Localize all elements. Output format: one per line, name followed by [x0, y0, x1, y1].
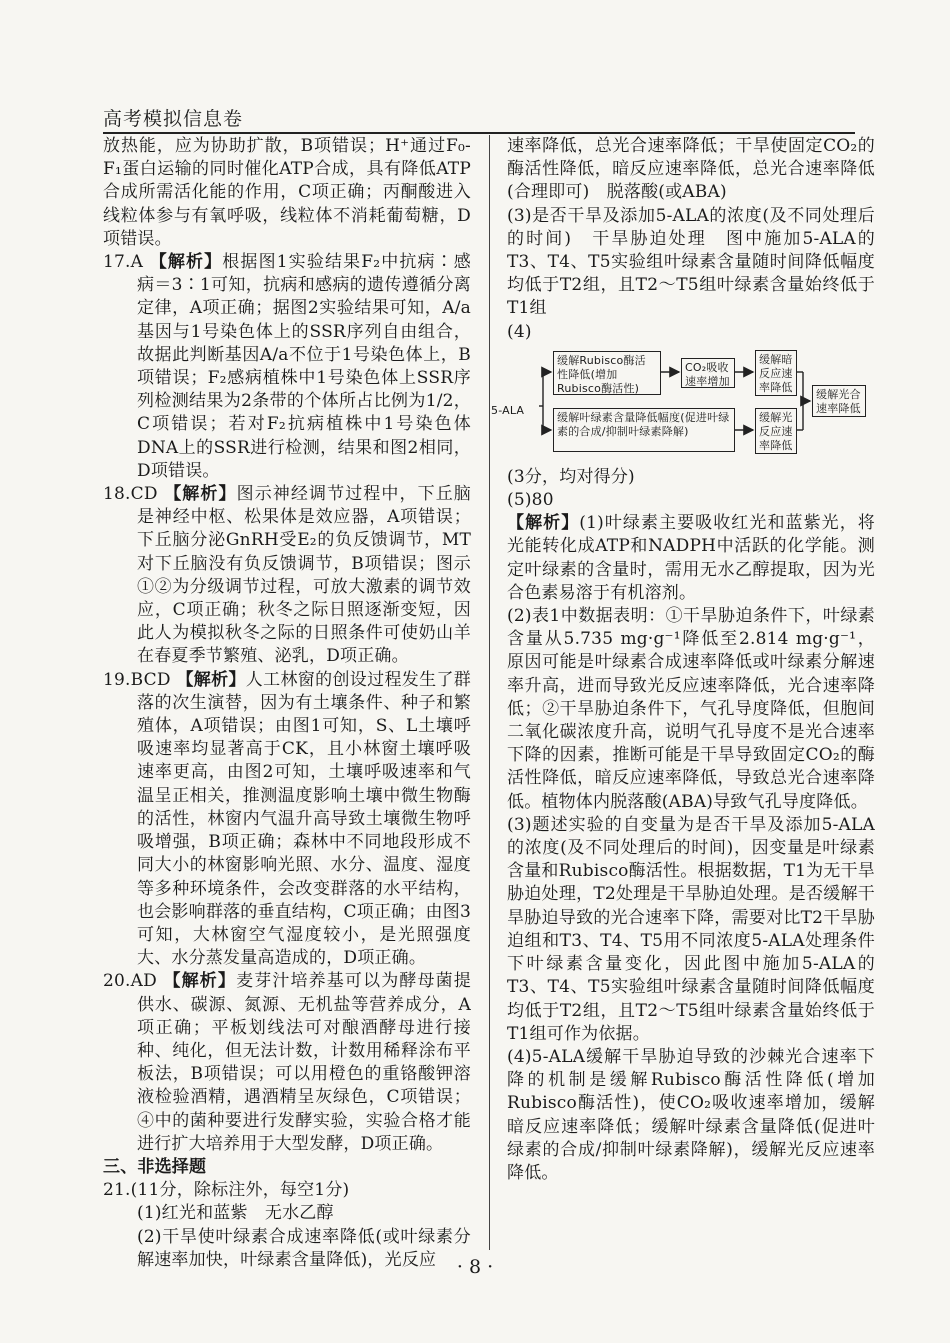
- mechanism-diagram: [491, 346, 875, 464]
- analysis-tag: 【解析】: [163, 971, 237, 992]
- page-header: [103, 98, 855, 134]
- answer-21: [103, 1179, 471, 1202]
- answer-21-part3: (3)是否干旱及添加5-ALA的浓度(及不同处理后的时间) 干旱胁迫处理 图中施加5-ALA的T3、T4、T5实验组叶绿素含量随时间降低幅度均低于T2组，且T2～T5组叶绿素含量始终低于T1组: [507, 205, 875, 319]
- answer-18: [103, 483, 471, 669]
- right-column: [491, 135, 875, 1185]
- left-column: [103, 135, 471, 1272]
- paragraph: 放热能，应为协助扩散，B项错误；H⁺通过F₀-F₁蛋白运输的同时催化ATP合成，具有降低ATP合成所需活化能的作用，C项正确；丙酮酸进入线粒体参与有氧呼吸，线粒体不消耗葡萄糖，D项错误。: [103, 136, 471, 249]
- answer-19: [103, 669, 471, 971]
- analysis-text: (1)叶绿素主要吸收红光和蓝紫光，将光能转化成ATP和NADPH中活跃的化学能。测定叶绿素的含量时，需用无水乙醇提取，因为光合色素易溶于有机溶剂。: [507, 513, 875, 603]
- column-divider: [489, 135, 490, 1250]
- diagram-box-chlorophyll: 缓解叶绿素含量降低幅度(促进叶绿素的合成/抑制叶绿素降解): [553, 408, 735, 452]
- analysis-paragraph-4: (4)5-ALA缓解干旱胁迫导致的沙棘光合速率下降的机制是缓解Rubisco酶活性降低(增加Rubisco酶活性)，使CO₂吸收速率增加，缓解暗反应速率降低；缓解叶绿素含量降低(促进叶绿素的合成/抑制叶绿素降解)，缓解光反应速率降低。: [507, 1046, 875, 1183]
- answer-21-part1: (1)红光和蓝紫 无水乙醇: [137, 1203, 334, 1224]
- question-number: 18.CD: [103, 484, 158, 505]
- question-number: 20.AD: [103, 971, 157, 992]
- analysis-paragraph-2: (2)表1中数据表明：①干旱胁迫条件下，叶绿素含量从5.735 mg·g⁻¹降低至2.814 mg·g⁻¹，原因可能是叶绿素合成速率降低或叶绿素分解速率升高，进而导致光反应速率降低，光合速率降低；②干旱胁迫条件下，气孔导度降低，但胞间二氧化碳浓度升高，说明气孔导度不是光合速率下降的因素，推断可能是干旱导致固定CO₂的酶活性降低，暗反应速率降低，导致总光合速率降低。植物体内脱落酸(ABA)导致气孔导度降低。: [507, 606, 875, 812]
- diagram-box-dark-reaction: 缓解暗反应速率降低: [755, 350, 797, 396]
- answer-20: [103, 970, 471, 1156]
- section-heading: 三、非选择题: [103, 1156, 207, 1177]
- diagram-box-rubisco: 缓解Rubisco酶活性降低(增加Rubisco酶活性): [553, 351, 661, 395]
- question-number: 21.: [103, 1180, 131, 1201]
- diagram-box-co2: CO₂吸收速率增加: [681, 358, 735, 388]
- analysis-paragraph-1: [507, 512, 875, 605]
- answer-21-part2: (2)干旱使叶绿素合成速率降低(或叶绿素分解速率加快，叶绿素含量降低)，光反应: [137, 1226, 471, 1270]
- answer-21-part4: (4): [507, 321, 532, 342]
- analysis-tag: 【解析】: [164, 484, 237, 505]
- diagram-box-light-reaction: 缓解光反应速率降低: [755, 408, 797, 454]
- header-title: 高考模拟信息卷: [103, 108, 244, 130]
- answer-text: (11分，除标注外，每空1分): [130, 1180, 350, 1201]
- answer-21-part5: (5)80: [507, 490, 554, 511]
- diagram-source-label: 5-ALA: [491, 403, 525, 417]
- paragraph: 速率降低，总光合速率降低；干旱使固定CO₂的酶活性降低，暗反应速率降低，总光合速率降低(合理即可) 脱落酸(或ABA): [507, 136, 875, 203]
- analysis-tag: 【解析】: [149, 252, 223, 273]
- score-note: (3分，均对得分): [507, 466, 635, 487]
- analysis-tag: 【解析】: [176, 669, 246, 690]
- answer-text: 图示神经调节过程中，下丘脑是神经中枢、松果体是效应器，A项错误；下丘脑分泌GnRH受E₂的负反馈调节，MT对下丘脑没有负反馈调节，B项错误；图示①②为分级调节过程，可放大激素的调节效应，C项正确；秋冬之际日照逐渐变短，因此人为模拟秋冬之际的日照条件可使奶山羊在春夏季节繁殖、泌乳，D项正确。: [137, 484, 471, 667]
- analysis-paragraph-3: (3)题述实验的自变量为是否干旱及添加5-ALA的浓度(及不同处理后的时间)，因变量是叶绿素含量和Rubisco酶活性。根据数据，T1为无干旱胁迫处理，T2处理是干旱胁迫处理。是否缓解干旱胁迫导致的光合速率下降，需要对比T2干旱胁迫组和T3、T4、T5用不同浓度5-ALA处理条件下叶绿素含量变化，因此图中施加5-ALA的T3、T4、T5实验组叶绿素含量随时间降低幅度均低于T2组，且T2～T5组叶绿素含量始终低于T1组可作为依据。: [507, 814, 875, 1044]
- answer-text: 人工林窗的创设过程发生了群落的次生演替，因为有土壤条件、种子和繁殖体，A项错误；由图1可知，S、L土壤呼吸速率均显著高于CK，且小林窗土壤呼吸速率更高，由图2可知，土壤呼吸速率和气温呈正相关，推测温度影响土壤中微生物酶的活性，林窗内气温升高导致土壤微生物呼吸增强，B项正确；森林中不同地段形成不同大小的林窗影响光照、水分、温度、湿度等多种环境条件，会改变群落的水平结构，也会影响群落的垂直结构，C项正确；由图3可知，大林窗空气湿度较小，是光照强度大、水分蒸发量高造成的，D项正确。: [137, 669, 471, 969]
- analysis-tag: 【解析】: [507, 513, 580, 534]
- question-number: 17.A: [103, 252, 144, 273]
- answer-text: 麦芽汁培养基可以为酵母菌提供水、碳源、氮源、无机盐等营养成分，A项正确；平板划线法可对酿酒酵母进行接种、纯化，但无法计数，计数用稀释涂布平板法，B项错误；可以用橙色的重铬酸钾溶液检验酒精，遇酒精呈灰绿色，C项错误；④中的菌种要进行发酵实验，实验合格才能进行扩大培养用于大型发酵，D项正确。: [137, 971, 471, 1154]
- diagram-box-photosynthesis: 缓解光合速率降低: [812, 385, 866, 417]
- answer-17: [103, 251, 471, 483]
- page-number: · 8 ·: [456, 1256, 494, 1278]
- answer-text: 根据图1实验结果F₂中抗病∶感病＝3∶1可知，抗病和感病的遗传遵循分离定律，A项正确；据图2实验结果可知，A/a基因与1号染色体上的SSR序列自由组合，故据此判断基因A/a不位于1号染色体上，B项错误；F₂感病植株中1号染色体上SSR序列检测结果为2条带的个体所占比例为1/2，C项错误；若对F₂抗病植株中1号染色体DNA上的SSR进行检测，结果和图2相同，D项错误。: [137, 252, 471, 481]
- question-number: 19.BCD: [103, 669, 171, 690]
